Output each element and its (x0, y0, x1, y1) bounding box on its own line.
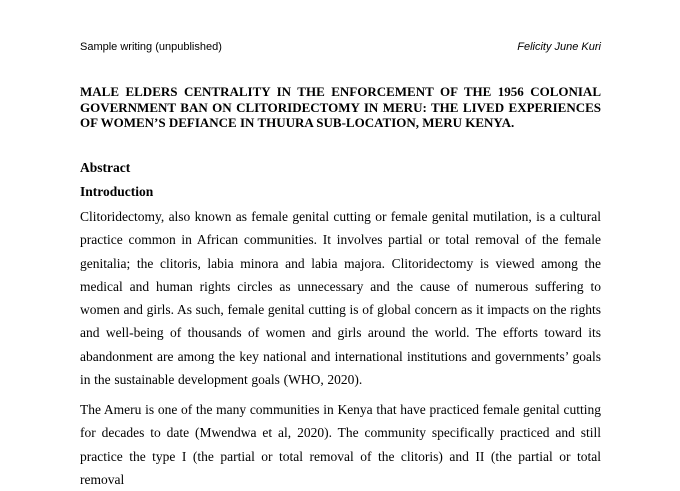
header-author: Felicity June Kuri (517, 41, 601, 53)
body-paragraph: The Ameru is one of the many communities in Kenya that have practiced female genital cutting for decades to date (Mwendwa et al, 2020). The community specifically practiced and still practice the type I (the partial or total removal of the clitoris) and II (the partial or total removal (80, 402, 601, 487)
document-title: MALE ELDERS CENTRALITY IN THE ENFORCEMENT OF THE 1956 COLONIAL GOVERNMENT BAN ON CLITORIDECTOMY IN MERU: THE LIVED EXPERIENCES OF WOMEN’S DEFIANCE IN THUURA SUB-LOCATION, MERU KENYA. (80, 84, 601, 130)
header-left-text: Sample writing (unpublished) (80, 41, 222, 53)
page-header (80, 40, 601, 56)
introduction-heading: Introduction (80, 184, 154, 199)
body-paragraph: Clitoridectomy, also known as female genital cutting or female genital mutilation, is a cultural practice common in African communities. It involves partial or total removal of the female genitalia; the clitoris, labia minora and labia majora. Clitoridectomy is viewed among the medical and human rights circles as unnecessary and the cause of numerous suffering to women and girls. As such, female genital cutting is of global concern as it impacts on the rights and well-being of thousands of women and girls around the world. The efforts toward its abandonment are among the key national and international institutions and governments’ goals in the sustainable development goals (WHO, 2020). (80, 209, 601, 388)
abstract-heading: Abstract (80, 160, 131, 175)
